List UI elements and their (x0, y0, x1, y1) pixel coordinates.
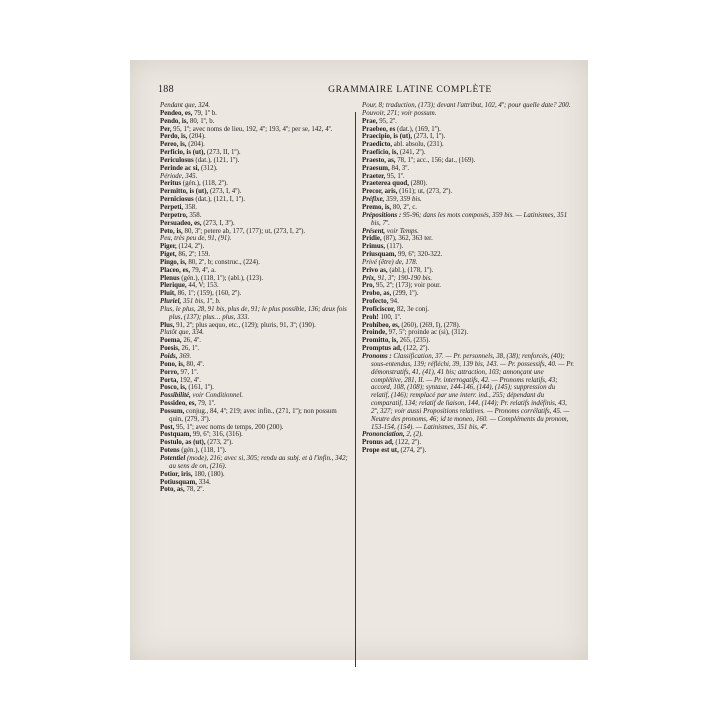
entry-references: (gén.), (118, 2º). (181, 180, 228, 188)
entry-references: (abl.), (178, 1º). (387, 266, 434, 274)
index-entry (160, 235, 350, 243)
index-entry (160, 220, 350, 228)
entry-references: (299, 1º). (391, 290, 419, 298)
entry-references: 91, 3º; 190-190 bis. (375, 274, 433, 282)
index-entry (160, 447, 350, 455)
right-column (362, 102, 575, 455)
entry-headword: Prix, (362, 274, 376, 282)
entry-references: 97, 1º. (178, 368, 199, 376)
entry-headword: Perpetro, (160, 211, 188, 219)
index-entry (160, 361, 350, 369)
index-entry (160, 118, 350, 126)
entry-headword: Plenus (160, 274, 180, 282)
index-entry (362, 267, 575, 275)
entry-references: 265, (235). (398, 337, 431, 345)
entry-headword: Postulo, as (ut), (160, 439, 206, 447)
entry-headword: Préfixe, (362, 196, 385, 204)
entry-references: (gén.), (118, 1º); (abl.), (123). (179, 274, 264, 282)
entry-headword: Prohibeo, es, (362, 321, 400, 329)
entry-references: 95, 2º; (173); voir pour. (374, 282, 441, 290)
entry-references: Plutôt que, 334. (160, 329, 205, 337)
left-column (160, 102, 350, 494)
entry-headword: Praedicto, (362, 141, 393, 149)
entry-references: 26, 1º. (179, 345, 200, 353)
entry-headword: Praeficio, is, (362, 149, 399, 157)
index-entry (362, 298, 575, 306)
entry-headword: Probo, as, (362, 290, 392, 298)
entry-references: 91, 2º; plus aequo, etc., (129); pluris, 91, 3º; (190). (174, 321, 316, 329)
entry-headword: Permitto, is (ut), (160, 188, 209, 196)
index-entry (362, 251, 575, 259)
index-entry (160, 479, 350, 487)
index-entry (160, 282, 350, 290)
entry-references: (273, I, 4º). (208, 188, 242, 196)
entry-headword: Plerique, (160, 282, 187, 290)
entry-headword: Pluit, (160, 290, 176, 298)
index-entry (362, 345, 575, 353)
entry-headword: Pluriel, (160, 298, 182, 306)
entry-headword: Porro, (160, 368, 179, 376)
entry-headword: Post, (160, 423, 175, 431)
index-entry (160, 196, 350, 204)
entry-headword: Proficiscor, (362, 305, 396, 313)
index-entry (160, 251, 350, 259)
entry-references: Plus, le plus, 28, 91 bis, plus de, 91; le plus possible, 136; deux fois plus, (137); plus… plus, 333. (160, 305, 347, 321)
entry-references: (273, 2º). (205, 439, 233, 447)
index-entry (160, 337, 350, 345)
entry-references: 79, 4º, a. (190, 266, 216, 274)
book-page (130, 60, 588, 660)
entry-references: 79, 1º b. (192, 109, 217, 117)
entry-headword: Poema, (160, 337, 182, 345)
entry-headword: Piger, (160, 243, 177, 251)
index-entry (362, 337, 575, 345)
index-entry (160, 165, 350, 173)
index-entry (160, 471, 350, 479)
index-entry (362, 447, 575, 455)
entry-headword: Prope est ut, (362, 447, 399, 455)
index-entry (160, 322, 350, 330)
entry-headword: Potentiel (160, 454, 186, 462)
entry-references: (241, 2º). (398, 149, 426, 157)
index-entry (362, 243, 575, 251)
index-entry (362, 180, 575, 188)
entry-references: 100, 1º. (378, 313, 402, 321)
entry-headword: Praebeo, es (362, 125, 396, 133)
entry-references: (161); ut, (273, 2º). (397, 188, 453, 196)
entry-headword: Perniciosus (160, 196, 194, 204)
entry-headword: Praeterea quod, (362, 180, 409, 188)
index-entry (362, 110, 575, 118)
entry-references: 79, 1º. (196, 400, 216, 408)
index-entry (362, 329, 575, 337)
entry-headword: Pendeo, es, (160, 109, 193, 117)
index-entry (362, 282, 575, 290)
page-number: 188 (158, 84, 174, 95)
index-entry (362, 173, 575, 181)
index-entry (160, 133, 350, 141)
entry-references: 95, 1º. (385, 172, 405, 180)
entry-references: 94. (388, 298, 399, 306)
entry-headword: Pro, (362, 282, 375, 290)
entry-references: (312). (199, 164, 218, 172)
index-entry (160, 110, 350, 118)
entry-headword: Proinde, (362, 329, 387, 337)
entry-headword: Promitto, is, (362, 337, 399, 345)
index-entry (160, 212, 350, 220)
index-entry (362, 188, 575, 196)
entry-references: (124, 2º). (176, 243, 205, 251)
entry-headword: Possideo, es, (160, 400, 197, 408)
entry-headword: Praeter, (362, 172, 386, 180)
index-entry (160, 102, 350, 110)
index-entry (160, 180, 350, 188)
index-entry (160, 306, 350, 322)
index-entry (160, 259, 350, 267)
entry-references: 99, 6º; 320-322. (396, 251, 443, 259)
index-entry (362, 212, 575, 228)
index-entry (362, 157, 575, 165)
entry-references: (dat.), (121, 1º). (193, 156, 240, 164)
entry-headword: Primus, (362, 243, 386, 251)
index-entry (160, 290, 350, 298)
index-entry (160, 204, 350, 212)
entry-headword: Persuadeo, es, (160, 219, 202, 227)
entry-references: 95, 2º. (377, 117, 397, 125)
index-entry (160, 369, 350, 377)
entry-references: 97, 5º; proinde ac (si), (312). (386, 329, 469, 337)
entry-references: (274, 2º). (398, 447, 427, 455)
entry-headword: Proh! (362, 313, 379, 321)
entry-headword: Promptus ad, (362, 345, 402, 353)
index-entry (362, 353, 575, 431)
index-entry (160, 408, 350, 424)
entry-references: (204). (187, 133, 206, 141)
entry-headword: Peritus (160, 180, 182, 188)
index-entry (160, 392, 350, 400)
entry-headword: Présent, (362, 227, 386, 235)
entry-references: (117). (385, 243, 404, 251)
index-entry (362, 322, 575, 330)
entry-references: abl. absolu, (231). (392, 141, 444, 149)
entry-references: (280). (408, 180, 428, 188)
entry-headword: Potens (160, 447, 180, 455)
index-entry (160, 298, 350, 306)
index-entry (160, 377, 350, 385)
entry-headword: Periculosus (160, 156, 194, 164)
entry-references: (gén.), (118, 1º). (179, 447, 227, 455)
entry-references: (204). (186, 141, 205, 149)
index-entry (362, 133, 575, 141)
entry-references: (260), (269, I), (278). (399, 321, 461, 329)
entry-headword: Pereo, is, (160, 141, 187, 149)
index-entry (362, 149, 575, 157)
entry-references: 80, 2º, b; construc., (224). (186, 258, 260, 266)
entry-references: (87), 362, 363 ter. (381, 235, 433, 243)
index-entry (362, 439, 575, 447)
index-entry (160, 455, 350, 471)
entry-headword: Priusquam, (362, 251, 397, 259)
entry-references: 86, 1º; (159), (160, 2º). (175, 290, 242, 298)
entry-references: 80, 1º, b. (188, 117, 215, 125)
entry-references: (122, 2º). (393, 439, 422, 447)
index-entry (362, 126, 575, 134)
entry-references: (dat.), (121, I, 1º). (193, 196, 246, 204)
entry-headword: Potiusquam, (160, 478, 197, 486)
index-entry (362, 314, 575, 322)
entry-references: (273, I, 3º). (201, 219, 235, 227)
entry-headword: Prononciation, (362, 431, 405, 439)
entry-headword: Praecipio, is (ut), (362, 133, 413, 141)
index-entry (362, 196, 575, 204)
entry-references: 192, 4º. (178, 376, 201, 384)
entry-headword: Prae, (362, 117, 378, 125)
index-entry (160, 486, 350, 494)
entry-references: 351 bis, 1º, b. (181, 298, 221, 306)
entry-headword: Placeo, es, (160, 266, 191, 274)
entry-headword: Possibilité, (160, 392, 191, 400)
index-entry (362, 306, 575, 314)
entry-references: conjug., 84, 4º; 219; avec infin., (271, 1º); non possum quin, (279, 3º). (169, 407, 337, 423)
entry-headword: Poto, as, (160, 486, 185, 494)
index-entry (362, 165, 575, 173)
index-entry (362, 228, 575, 236)
index-entry (160, 126, 350, 134)
entry-references: 99, 6º; 316, (316). (191, 431, 243, 439)
index-entry (160, 157, 350, 165)
entry-references: 95, 1º; avec noms de lieu, 192, 4º; 193, 4º; per se, 142, 4º. (171, 125, 333, 133)
index-entry (160, 329, 350, 337)
entry-headword: Pendo, is, (160, 117, 189, 125)
index-entry (160, 439, 350, 447)
index-entry (160, 243, 350, 251)
entry-headword: Praesto, as, (362, 156, 396, 164)
entry-headword: Piget, (160, 251, 177, 259)
entry-references: Pour, 8; traduction, (173); devant l'attribut, 102, 4º; pour quelle date? 200. (362, 102, 571, 109)
entry-references: 80, 4º. (184, 360, 205, 368)
entry-references: 334. (196, 478, 211, 486)
entry-references: (273, II, 1º). (205, 149, 241, 157)
entry-headword: Perpeti, (160, 203, 184, 211)
index-entry (160, 188, 350, 196)
entry-references: Pouvoir, 271; voir possum. (362, 109, 437, 117)
index-entry (160, 267, 350, 275)
index-entry (160, 173, 350, 181)
entry-references: 369. (177, 353, 192, 360)
entry-references: 82, 3e conj. (395, 305, 429, 313)
index-entry (362, 259, 575, 267)
entry-references: (mode), 216; avec si, 305; rendu au subj. et à l'infin., 342; au sens de on, (216). (169, 454, 348, 470)
entry-headword: Precor, aris, (362, 188, 398, 196)
index-entry (160, 424, 350, 432)
entry-headword: Premo, is, (362, 203, 392, 211)
index-entry (362, 118, 575, 126)
entry-references: (dat.), (169, 1º). (395, 125, 441, 133)
entry-references: Privé (être) de, 178. (362, 258, 418, 266)
entry-headword: Pronus ad, (362, 439, 394, 447)
entry-headword: Praesum, (362, 164, 390, 172)
entry-headword: Privo as, (362, 266, 388, 274)
index-entry (160, 149, 350, 157)
index-entry (160, 431, 350, 439)
entry-headword: Poesis, (160, 345, 180, 353)
index-entry (160, 353, 350, 361)
index-entry (160, 141, 350, 149)
index-entry (160, 384, 350, 392)
entry-references: 80, 3º; petere ab, 177, (177); ut, (273, I, 2º). (182, 227, 306, 235)
entry-references: 26, 4º. (181, 337, 201, 345)
index-entry (160, 275, 350, 283)
entry-headword: Possum, (160, 407, 185, 415)
entry-headword: Plus, (160, 321, 175, 329)
entry-headword: Posco, is, (160, 384, 187, 392)
entry-references: 44, V; 153. (186, 282, 219, 290)
entry-headword: Peto, is, (160, 227, 183, 235)
entry-references: (161, 1º). (186, 384, 215, 392)
index-entry (362, 102, 575, 110)
entry-references: 359, 359 bis. (384, 196, 422, 204)
entry-headword: Postquam, (160, 431, 192, 439)
entry-headword: Pono, is, (160, 360, 185, 368)
entry-references: 78, 2º. (184, 486, 205, 494)
entry-headword: Perficio, is (ut), (160, 149, 206, 157)
entry-references: 358. (183, 203, 197, 211)
entry-headword: Per, (160, 125, 172, 133)
index-entry (362, 275, 575, 283)
entry-references: Pendant que, 324. (160, 102, 211, 109)
entry-references: voir Conditionnel. (190, 392, 244, 400)
index-entry (362, 141, 575, 149)
entry-references: 95-96; dans les mots composés, 359 bis. — Latinismes, 351 bis, 7º. (371, 211, 568, 227)
entry-references: (273, I, 1º). (412, 133, 446, 141)
entry-headword: Pronoms : (362, 353, 392, 360)
running-head: GRAMMAIRE LATINE COMPLÈTE (328, 84, 492, 95)
entry-references: 358. (187, 211, 202, 219)
index-entry (362, 431, 575, 439)
entry-headword: Pingo, is, (160, 258, 187, 266)
entry-references: 95, 1º; avec noms de temps, 200 (200). (174, 423, 284, 431)
entry-references: 86, 2º; 159. (176, 251, 210, 259)
index-entry (362, 204, 575, 212)
entry-references: 2, (2). (404, 431, 424, 439)
entry-headword: Perinde ac si, (160, 164, 200, 172)
entry-references: 78, 1º; acc., 156; dat., (169). (395, 156, 476, 164)
entry-references: Classification, 37. — Pr. personnels, 38, (38); renforcés, (40); sous-entendus, 139; réfléchi, 39, 139 bis, 143. — Pr. possessifs, 40. — Pr. démonstratifs, 41, (41), 41 bis; attraction, 103; annonçant une complétive, 281, II. — Pr. interrogatifs, 42. — Pronoms relatifs, 43; accord, 108, (108); syntaxe, 144-146, (144), (145); suppression du relatif, (146); remplacé par une interr. ind., 255; dépendant du comparatif, 134; relatif de liaison, 144, (144); Pr. relatifs indéfinis, 43, 2º, 327; voir aussi Propositions relatives. — Pronoms corrélatifs, 45. — Neutre des pronoms, 46; id te moneo, 160. — Compléments du pronom, 153-154, (154). — Latinismes, 351 bis, 4º. (371, 353, 575, 431)
index-entry (160, 345, 350, 353)
entry-references: 84, 3º. (389, 164, 410, 172)
entry-references: 180, (180). (192, 470, 225, 478)
index-entry (160, 228, 350, 236)
entry-headword: Potior, iris, (160, 470, 193, 478)
entry-references: 80, 2º, c. (391, 203, 418, 211)
entry-headword: Poids, (160, 353, 178, 360)
entry-references: Peu, très peu de, 91, (91). (160, 235, 232, 243)
entry-references: (122, 2º). (401, 345, 430, 353)
entry-references: voir Temps. (385, 227, 419, 235)
entry-headword: Pridie, (362, 235, 382, 243)
column-divider (355, 112, 356, 667)
entry-headword: Profecto, (362, 298, 389, 306)
index-entry (160, 400, 350, 408)
entry-references: Période, 345. (160, 172, 198, 180)
entry-headword: Prépositions : (362, 211, 402, 219)
index-entry (362, 235, 575, 243)
entry-headword: Porta, (160, 376, 179, 384)
index-entry (362, 290, 575, 298)
entry-headword: Perdo, is, (160, 133, 188, 141)
